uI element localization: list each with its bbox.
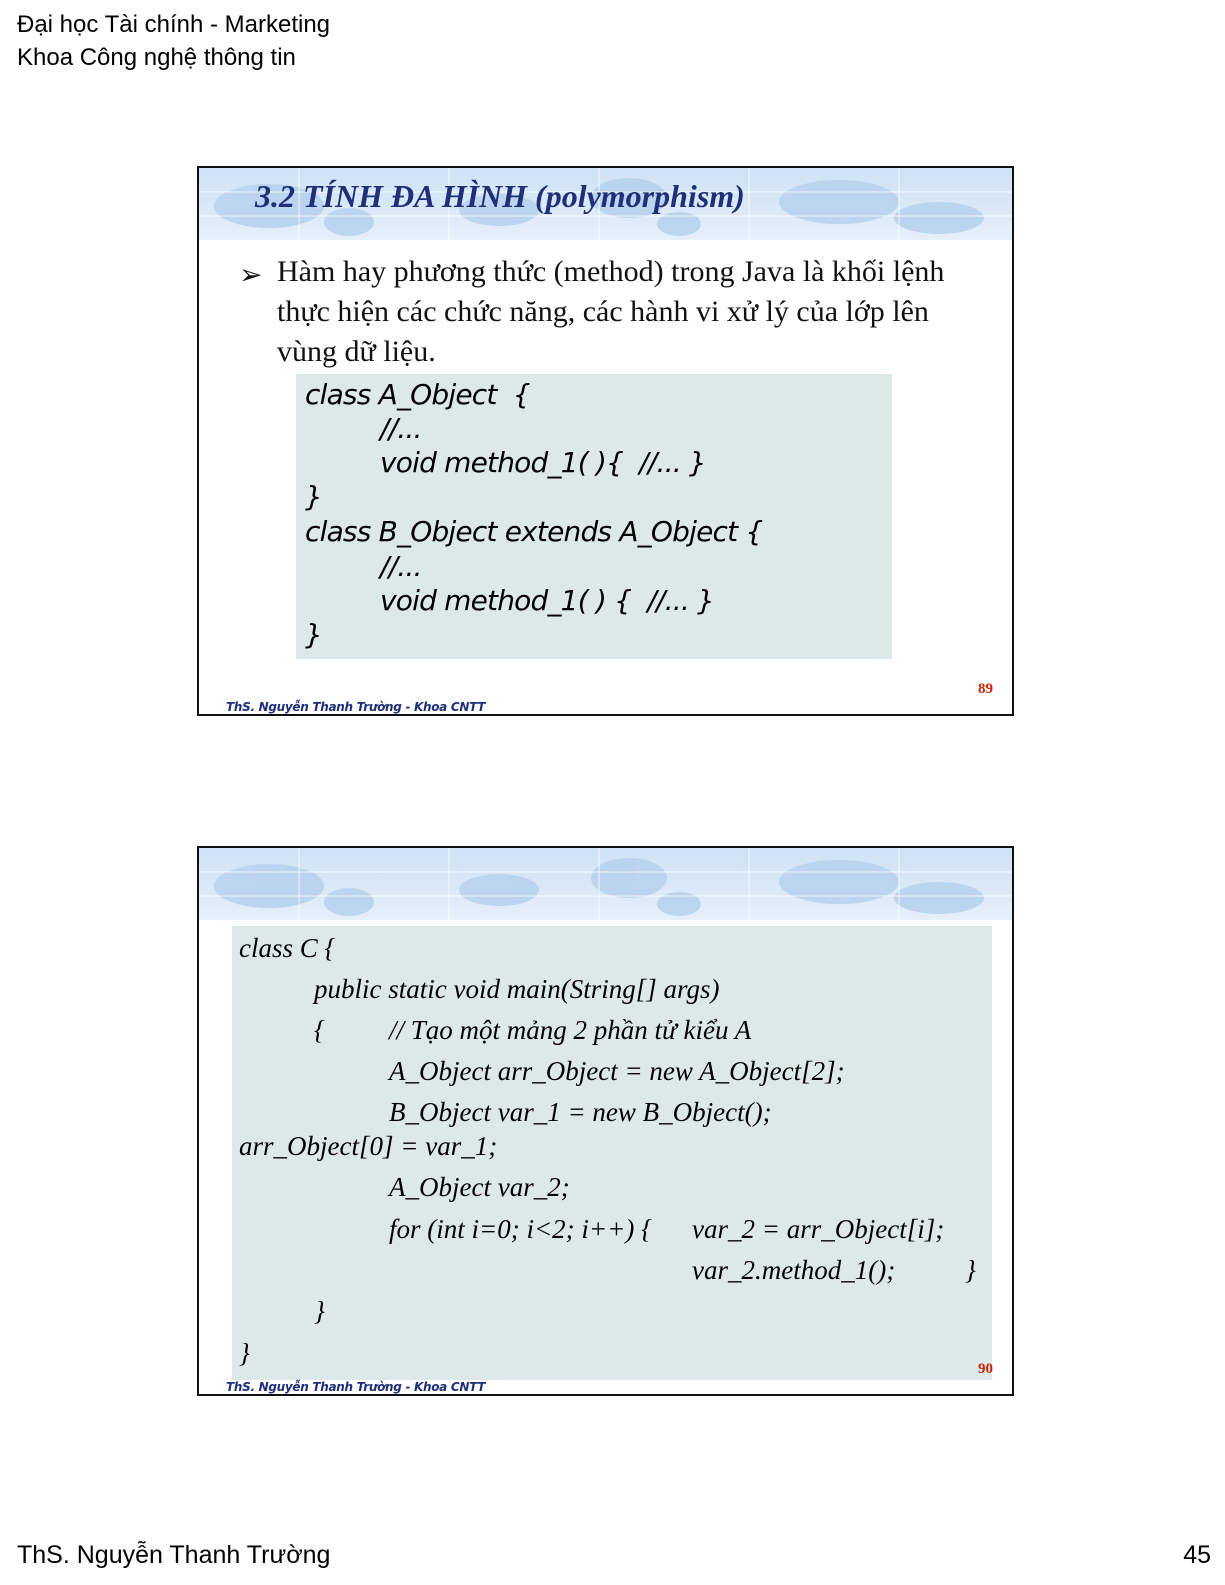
header-faculty: Khoa Công nghệ thông tin <box>17 44 296 71</box>
code-line: } <box>314 1296 325 1326</box>
slide-number: 90 <box>978 1361 993 1377</box>
slide-banner <box>199 168 1012 240</box>
slide-90 <box>197 846 1014 1396</box>
code-line: arr_Object[0] = var_1; <box>239 1131 498 1161</box>
slide-title: 3.2 TÍNH ĐA HÌNH (polymorphism) <box>255 178 745 214</box>
code-line: void method_1( ) { //... } <box>380 584 715 617</box>
slide-author: ThS. Nguyễn Thanh Trường - Khoa CNTT <box>226 700 486 714</box>
arrow-bullet-icon: ➢ <box>239 260 263 291</box>
code-line: for (int i=0; i<2; i++) { <box>389 1214 652 1244</box>
header-university: Đại học Tài chính - Marketing <box>17 11 331 38</box>
code-line: B_Object var_1 = new B_Object(); <box>389 1097 772 1127</box>
code-line: A_Object arr_Object = new A_Object[2]; <box>389 1056 845 1086</box>
slide-89 <box>197 166 1014 716</box>
code-line: class B_Object extends A_Object { <box>305 515 763 548</box>
code-line: } <box>305 618 323 651</box>
code-line: { <box>314 1015 325 1045</box>
code-line: var_2 = arr_Object[i]; <box>692 1214 945 1244</box>
slide-banner <box>199 848 1012 920</box>
world-map-icon <box>199 848 1012 920</box>
page-number: 45 <box>1183 1541 1211 1569</box>
code-block <box>296 374 892 659</box>
bullet-point <box>239 252 979 372</box>
bullet-text: Hàm hay phương thức (method) trong Java là khối lệnh thực hiện các chức năng, các hành vi xử lý của lớp lên vùng dữ liệu. <box>277 255 945 368</box>
code-line: //... <box>380 412 422 445</box>
slide-number: 89 <box>978 681 993 697</box>
code-line: } <box>965 1255 976 1285</box>
code-line: public static void main(String[] args) <box>314 974 720 1004</box>
page-header <box>17 8 330 74</box>
code-line: void method_1( ){ //... } <box>380 446 706 479</box>
code-line: class A_Object { <box>305 378 530 411</box>
code-line: var_2.method_1(); <box>692 1255 896 1285</box>
code-line: //... <box>380 550 422 583</box>
code-line: } <box>239 1338 250 1368</box>
code-block <box>232 926 992 1380</box>
footer-author: ThS. Nguyễn Thanh Trường <box>17 1541 331 1569</box>
slide-author: ThS. Nguyễn Thanh Trường - Khoa CNTT <box>226 1380 486 1394</box>
code-line: // Tạo một mảng 2 phần tử kiểu A <box>389 1015 752 1045</box>
code-line: A_Object var_2; <box>389 1172 570 1202</box>
code-line: class C { <box>239 933 336 963</box>
code-line: } <box>305 480 323 513</box>
